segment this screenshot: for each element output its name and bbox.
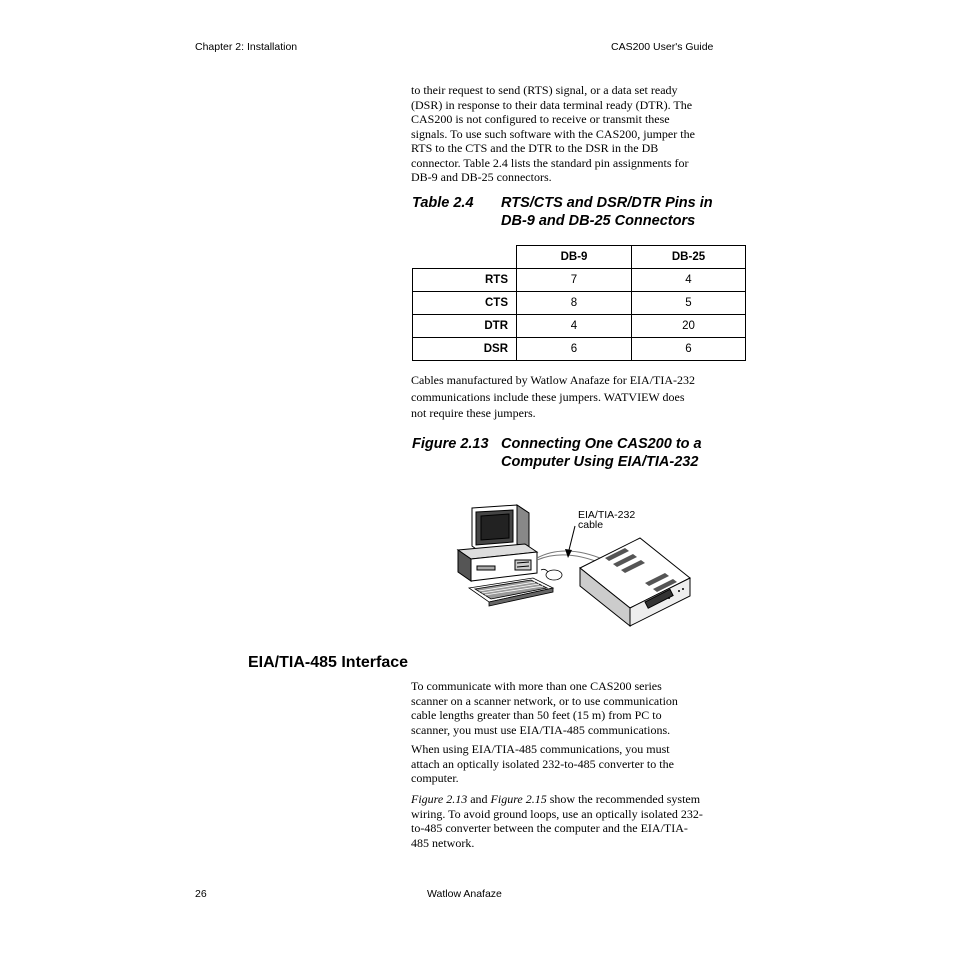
table-header-row	[413, 246, 746, 269]
text-line: When using EIA/TIA-485 communications, you must	[411, 742, 670, 756]
text-line: (DSR) in response to their data terminal ready (DTR). The	[411, 97, 693, 112]
signal-cell: CTS	[413, 292, 517, 315]
header-guide-title: CAS200 User's Guide	[611, 41, 714, 53]
text-line: 485 network.	[411, 835, 475, 850]
system-unit-icon	[458, 544, 537, 581]
figure-caption-number: Figure 2.13	[412, 436, 489, 452]
text-line: connector. Table 2.4 lists the standard pin assignments for	[411, 155, 689, 170]
text-line: communications include these jumpers. WATVIEW does	[411, 389, 685, 404]
header-chapter: Chapter 2: Installation	[195, 41, 298, 53]
text-line: To communicate with more than one CAS200 series	[411, 679, 662, 693]
signal-cell: DSR	[413, 338, 517, 361]
section-title: EIA/TIA-485 Interface	[248, 654, 409, 671]
text-line	[411, 792, 741, 807]
text-line: CAS200 is not configured to receive or transmit these	[411, 112, 670, 126]
text-line: computer.	[411, 771, 459, 785]
db9-pin-cell: 4	[517, 315, 632, 338]
text-line: DB-9 and DB-25 connectors.	[411, 170, 552, 184]
text-line: Cables manufactured by Watlow Anafaze for EIA/TIA-232	[411, 373, 696, 387]
figure-caption-title	[501, 436, 702, 471]
section-paragraph-3	[411, 792, 741, 850]
text-line: not require these jumpers.	[411, 406, 536, 420]
section-paragraph-1	[411, 679, 741, 737]
table-caption	[412, 195, 742, 235]
section-paragraph-2	[411, 742, 741, 786]
signal-cell: RTS	[413, 269, 517, 292]
table-row	[413, 315, 746, 338]
inline-text: show the recommended system	[546, 792, 701, 806]
text-line: attach an optically isolated 232-to-485 converter to the	[411, 756, 674, 771]
cables-paragraph	[411, 372, 741, 422]
db25-pin-cell: 5	[632, 292, 746, 315]
text-line: signals. To use such software with the CAS200, jumper the	[411, 126, 695, 141]
label-pointer	[565, 526, 575, 558]
pin-table	[412, 245, 746, 361]
caption-line: RTS/CTS and DSR/DTR Pins in	[501, 195, 713, 211]
inline-text: and	[467, 792, 491, 806]
db9-pin-cell: 8	[517, 292, 632, 315]
caption-line: Connecting One CAS200 to a	[501, 436, 702, 452]
figure-reference-link: Figure 2.13	[411, 792, 468, 806]
db25-pin-cell: 6	[632, 338, 746, 361]
db9-pin-cell: 6	[517, 338, 632, 361]
caption-line: DB-9 and DB-25 Connectors	[501, 212, 696, 229]
db25-pin-cell: 20	[632, 315, 746, 338]
text-line: scanner, you must use EIA/TIA-485 communications.	[411, 722, 671, 737]
table-caption-number: Table 2.4	[412, 195, 474, 211]
table-row	[413, 338, 746, 361]
table-row	[413, 269, 746, 292]
cable-label-line2: cable	[578, 519, 604, 531]
text-line: RTS to the CTS and the DTR to the DSR in the DB	[411, 141, 659, 155]
db25-pin-cell: 4	[632, 269, 746, 292]
text-line: to their request to send (RTS) signal, or a data set ready	[411, 83, 678, 97]
cable-label-line1: EIA/TIA-232	[578, 509, 636, 521]
intro-paragraph	[411, 83, 741, 185]
column-header-db9: DB-9	[517, 246, 632, 269]
column-header-db25: DB-25	[632, 246, 746, 269]
signal-cell: DTR	[413, 315, 517, 338]
table-caption-title	[501, 195, 713, 230]
text-line: wiring. To avoid ground loops, use an optically isolated 232-	[411, 806, 703, 821]
mouse-icon	[541, 569, 562, 580]
caption-line: Computer Using EIA/TIA-232	[501, 453, 699, 470]
cas200-scanner-icon	[580, 538, 690, 626]
text-line: cable lengths greater than 50 feet (15 m) from PC to	[411, 708, 662, 722]
text-line: scanner on a scanner network, or to use communication	[411, 693, 678, 708]
db9-pin-cell: 7	[517, 269, 632, 292]
footer-company: Watlow Anafaze	[427, 888, 502, 900]
figure-reference-link: Figure 2.15	[490, 792, 547, 806]
table-corner-cell	[413, 246, 517, 269]
footer-page-number: 26	[195, 888, 207, 900]
figure-caption	[412, 436, 742, 476]
text-line: to-485 converter between the computer and the EIA/TIA-	[411, 821, 688, 835]
table-row	[413, 292, 746, 315]
keyboard-icon	[469, 578, 553, 606]
connection-illustration	[455, 498, 695, 628]
